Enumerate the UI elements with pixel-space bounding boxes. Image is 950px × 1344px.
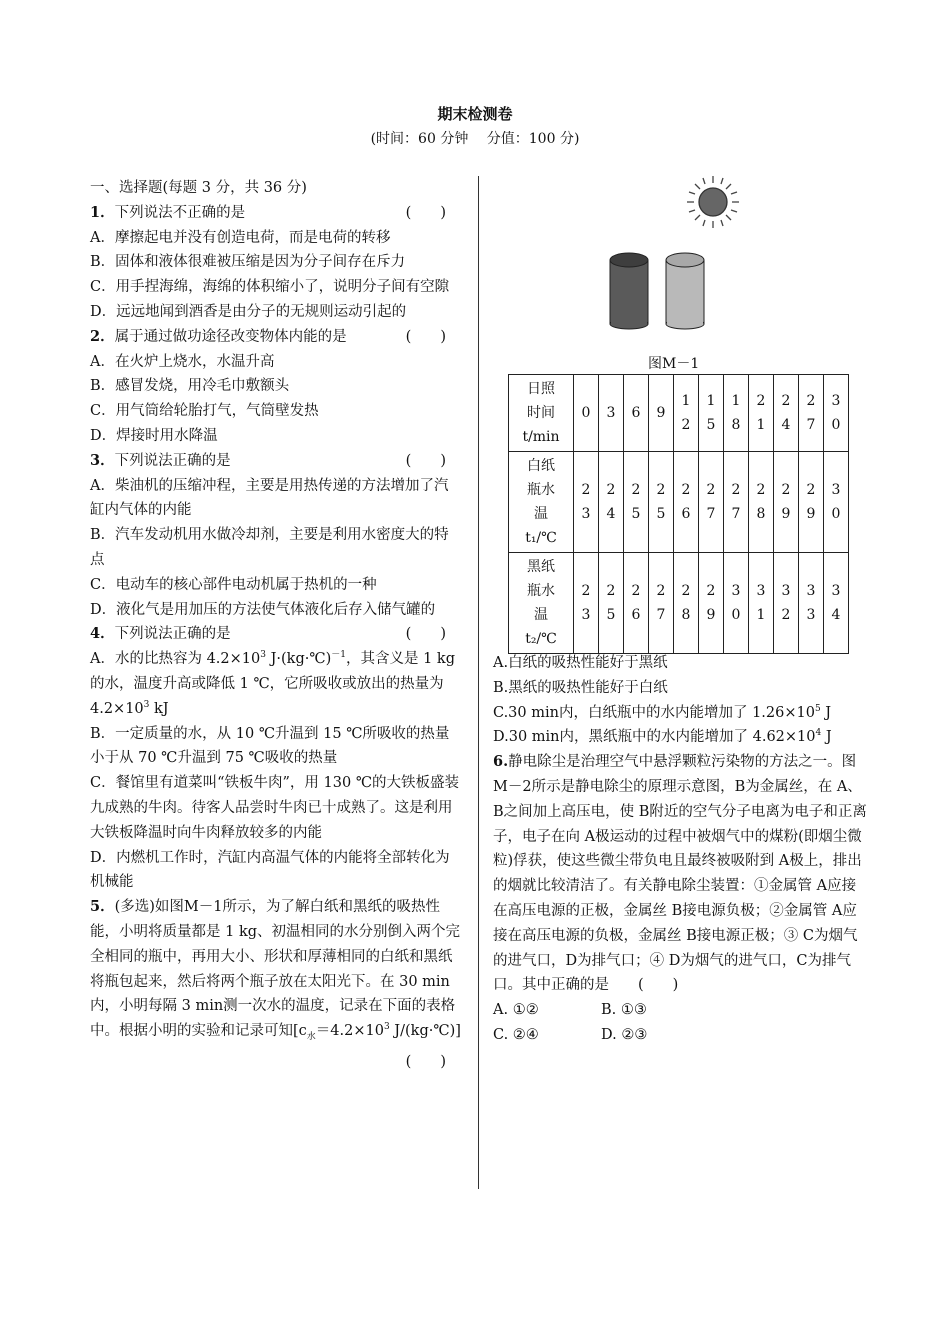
- question-1-option-c: C．用手捏海绵，海绵的体积缩小了，说明分子间有空隙: [90, 279, 450, 296]
- answer-blank: ( ): [405, 626, 446, 643]
- question-3-option-b: B．汽车发动机用水做冷却剂，主要是利用水密度大的特点: [90, 527, 449, 568]
- question-2-option-a: A．在火炉上烧水，水温升高: [90, 353, 275, 370]
- question-5-option-a: A.白纸的吸热性能好于黑纸: [493, 655, 668, 671]
- table-cell: 2 7: [724, 452, 749, 553]
- question-5-text: (多选)如图M－1所示，为了解白纸和黑纸的吸热性能，小明将质量都是 1 kg、初温相同的水分别倒入两个完全相同的瓶中，再用大小、形状和厚薄相同的白纸和黑纸将瓶包起来，然后将两个瓶子放在太阳光下。在 30 min内，小明每隔 3 min测一次水的温度，记录在下面的表格中。根据小明的实验和记录可知[c: [90, 899, 461, 1040]
- option-text: J·(kg·℃): [265, 651, 332, 668]
- table-row: [509, 553, 849, 654]
- row-header-time: 日照 时间 t/min: [509, 375, 574, 452]
- question-2-number: 2．: [90, 327, 115, 345]
- table-cell: 1 5: [699, 375, 724, 452]
- question-4-text: 下列说法正确的是: [114, 626, 231, 643]
- question-4-option-b: B．一定质量的水，从 10 ℃升温到 15 ℃所吸收的热量小于从 70 ℃升温到 75 ℃吸收的热量: [90, 725, 450, 767]
- row-header-white: 白纸 瓶水 温 t₁/℃: [509, 452, 574, 553]
- question-2-option-c: C．用气筒给轮胎打气，气筒壁发热: [90, 403, 319, 420]
- question-6-option-d: D. ②③: [601, 1026, 648, 1043]
- question-5-option-c: [493, 701, 868, 726]
- table-cell: 2 5: [649, 452, 674, 553]
- table-cell: 1 2: [674, 375, 699, 452]
- question-5-text: J/(kg·℃)]: [389, 1023, 461, 1040]
- table-cell: 2 7: [649, 553, 674, 654]
- question-3-stem: [90, 449, 462, 474]
- white-paper-bottle: [666, 253, 704, 329]
- question-3-option-d: D．液化气是用加压的方法使气体液化后存入储气罐的: [90, 601, 436, 618]
- question-1-option-d: D．远远地闻到酒香是由分子的无规则运动引起的: [90, 303, 407, 320]
- question-5-text: ＝4.2×10: [315, 1023, 384, 1040]
- question-6-options-row-1: [493, 998, 868, 1023]
- answer-blank: ( ): [405, 452, 446, 469]
- subscript: 水: [306, 1031, 316, 1042]
- table-row: [509, 375, 849, 452]
- question-5-number: 5．: [90, 898, 115, 916]
- table-cell: 2 9: [799, 452, 824, 553]
- table-cell: 2 8: [749, 452, 774, 553]
- figure-caption: 图M－1: [648, 356, 700, 372]
- table-cell: 2 5: [599, 553, 624, 654]
- question-3-text: 下列说法正确的是: [114, 452, 231, 469]
- exam-info: (时间：60 分钟 分值：100 分): [370, 131, 580, 147]
- table-cell: 3 0: [724, 553, 749, 654]
- table-cell: 3 0: [824, 375, 849, 452]
- table-cell: 2 6: [624, 553, 649, 654]
- table-cell: 3: [599, 375, 624, 452]
- superscript: 3: [383, 1022, 390, 1033]
- black-paper-bottle: [610, 253, 648, 329]
- question-5-option-b: B.黑纸的吸热性能好于白纸: [493, 679, 668, 696]
- superscript: －1: [331, 650, 346, 661]
- question-6-option-a: A. ①②: [493, 1002, 539, 1019]
- temperature-table: [508, 374, 849, 654]
- option-text: D.30 min内，黑纸瓶中的水内能增加了 4.62×10: [493, 729, 816, 746]
- row-header-black: 黑纸 瓶水 温 t₂/℃: [509, 553, 574, 654]
- question-4-number: 4．: [90, 625, 115, 643]
- answer-blank: ( ): [405, 328, 446, 345]
- table-cell: 2 7: [699, 452, 724, 553]
- option-text: A．水的比热容为 4.2×10: [90, 651, 261, 668]
- table-cell: 2 9: [774, 452, 799, 553]
- question-6-text: 静电除尘是治理空气中悬浮颗粒污染物的方法之一。图M－2所示是静电除尘的原理示意图，B为金属丝，在 A、B之间加上高压电，使 B附近的空气分子电离为电子和正离子，电子在向 A极运动的过程中被烟气中的煤粉(即烟尘微粒)俘获，使这些微尘带负电且最终被吸附到 A极上，排出的烟就比较清洁了。有关静电除尘装置：①金属管 A应接在高压电源的正极，金属丝 B接电源负极；②金属管 A应接在高压电源的负极，金属丝 B接电源正极；③ C为烟气的进气口，D为排气口；④ D为烟气的进气口，C为排气口。其中正确的是 ( ): [493, 754, 867, 994]
- answer-blank: ( ): [405, 204, 446, 221]
- question-6-stem: [493, 750, 868, 998]
- section-heading: 一、选择题(每题 3 分，共 36 分): [90, 180, 307, 196]
- table-cell: 2 8: [674, 553, 699, 654]
- question-3-option-a: A．柴油机的压缩冲程，主要是用热传递的方法增加了汽缸内气体的内能: [90, 477, 449, 519]
- question-6-option-b: B. ①③: [601, 1002, 647, 1019]
- question-6-options-row-2: [493, 1023, 868, 1048]
- question-4-stem: [90, 622, 462, 647]
- question-1-option-a: A．摩擦起电并没有创造电荷，而是电荷的转移: [90, 229, 391, 246]
- question-2-option-d: D．焊接时用水降温: [90, 427, 218, 444]
- table-cell: 0: [574, 375, 599, 452]
- table-cell: 6: [624, 375, 649, 452]
- superscript: 4: [815, 728, 822, 739]
- table-cell: 2 6: [674, 452, 699, 553]
- sun-icon: [687, 176, 739, 228]
- option-text: C.30 min内，白纸瓶中的水内能增加了 1.26×10: [493, 704, 815, 721]
- superscript: 3: [260, 650, 266, 661]
- question-2-text: 属于通过做功途径改变物体内能的是: [114, 328, 347, 345]
- table-cell: 1 8: [724, 375, 749, 452]
- question-1-text: 下列说法不正确的是: [114, 204, 246, 221]
- table-cell: 2 3: [574, 553, 599, 654]
- question-3-option-c: C．电动车的核心部件电动机属于热机的一种: [90, 576, 377, 593]
- question-4-option-c: C．餐馆里有道菜叫“铁板牛肉”，用 130 ℃的大铁板盛装九成熟的牛肉。待客人品尝时牛肉已十成熟了。这是利用大铁板降温时向牛肉释放较多的内能: [90, 775, 460, 841]
- left-column: [90, 176, 462, 1075]
- question-5-stem: [90, 895, 462, 1070]
- table-cell: 9: [649, 375, 674, 452]
- option-text: J: [821, 729, 832, 746]
- option-text: ，其含义是 1 kg的水，温度升高或降低 1 ℃，它所吸收或放出的热量为 4.2×10: [90, 651, 455, 717]
- answer-blank: ( ): [405, 1053, 446, 1070]
- option-text: kJ: [149, 700, 169, 717]
- sun-and-bottles-figure: [598, 172, 758, 330]
- table-cell: 3 2: [774, 553, 799, 654]
- option-text: J: [820, 704, 832, 721]
- question-1-number: 1．: [90, 203, 115, 221]
- table-cell: 2 1: [749, 375, 774, 452]
- superscript: 5: [814, 703, 821, 714]
- table-cell: 2 4: [599, 452, 624, 553]
- question-3-number: 3．: [90, 451, 115, 469]
- question-4-option-a: [90, 647, 462, 721]
- question-5-option-d: [493, 725, 868, 750]
- right-column: [493, 651, 868, 1048]
- question-1-stem: [90, 201, 462, 226]
- question-2-stem: [90, 325, 462, 350]
- page-title: 期末检测卷: [437, 105, 513, 123]
- table-row: [509, 452, 849, 553]
- table-cell: 2 7: [799, 375, 824, 452]
- table-cell: 2 3: [574, 452, 599, 553]
- table-cell: 2 4: [774, 375, 799, 452]
- column-divider: [478, 176, 479, 1189]
- question-4-option-d: D．内燃机工作时，汽缸内高温气体的内能将全部转化为机械能: [90, 849, 450, 891]
- question-2-option-b: B．感冒发烧，用冷毛巾敷额头: [90, 378, 290, 395]
- table-cell: 3 1: [749, 553, 774, 654]
- question-6-number: 6.: [493, 753, 509, 771]
- superscript: 3: [143, 699, 150, 710]
- question-6-option-c: C. ②④: [493, 1026, 539, 1043]
- table-cell: 3 0: [824, 452, 849, 553]
- table-cell: 2 9: [699, 553, 724, 654]
- table-cell: 3 4: [824, 553, 849, 654]
- question-1-option-b: B．固体和液体很难被压缩是因为分子间存在斥力: [90, 254, 406, 271]
- table-cell: 3 3: [799, 553, 824, 654]
- table-cell: 2 5: [624, 452, 649, 553]
